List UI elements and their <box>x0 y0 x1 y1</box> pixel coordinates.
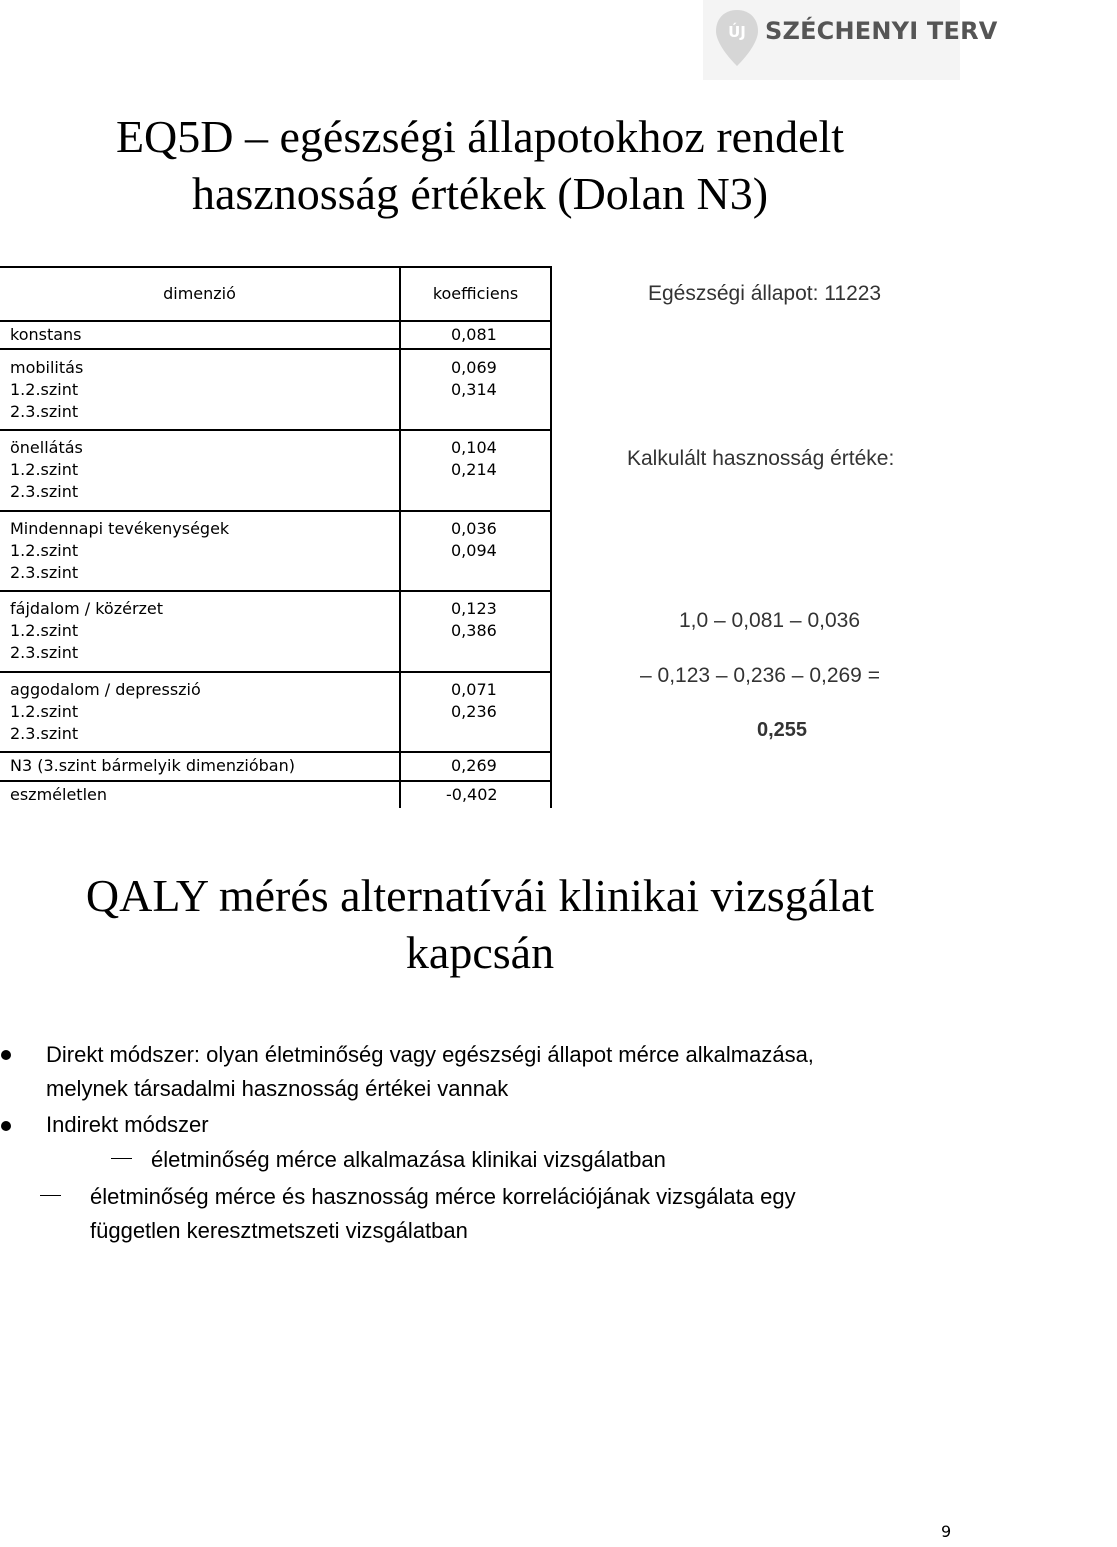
dimension-cell: mobilitás 1.2.szint 2.3.szint <box>0 349 400 430</box>
coefficient-cell: 0,081 <box>400 321 551 349</box>
table-header-row <box>0 267 551 321</box>
dash-icon <box>111 1158 132 1159</box>
table-row <box>0 781 551 808</box>
calculation-line-1: 1,0 – 0,081 – 0,036 <box>679 609 860 632</box>
calculation-line-2: – 0,123 – 0,236 – 0,269 = <box>640 664 880 687</box>
coefficient-cell: 0,123 0,386 <box>400 591 551 672</box>
header-coefficient: koefficiens <box>400 267 551 321</box>
coefficient-cell: 0,036 0,094 <box>400 511 551 592</box>
calculation-result: 0,255 <box>757 719 808 741</box>
coefficient-cell: 0,269 <box>400 752 551 780</box>
direct-method-text: Direkt módszer: olyan életminőség vagy egészségi állapot mérce alkalmazása, <box>46 1042 814 1067</box>
coefficient-cell: 0,071 0,236 <box>400 672 551 753</box>
slide-title-qaly: QALY mérés alternatívái klinikai vizsgálat kapcsán <box>85 870 875 978</box>
dimension-cell: önellátás 1.2.szint 2.3.szint <box>0 430 400 511</box>
svg-text:ÚJ: ÚJ <box>728 23 746 41</box>
dash-icon <box>40 1195 61 1196</box>
health-state-label: Egészségi állapot: 11223 <box>648 282 882 305</box>
dimension-cell: Mindennapi tevékenységek 1.2.szint 2.3.szint <box>0 511 400 592</box>
table-row <box>0 321 551 349</box>
eq5d-coefficient-table <box>0 266 552 808</box>
table-row <box>0 511 551 592</box>
coefficient-cell: 0,104 0,214 <box>400 430 551 511</box>
indirect-sub-2-line2: független keresztmetszeti vizsgálatban <box>90 1218 468 1243</box>
table-row <box>0 752 551 780</box>
dimension-cell: eszméletlen <box>0 781 400 808</box>
table-row <box>0 430 551 511</box>
calculated-utility-label: Kalkulált hasznosság értéke: <box>627 447 895 470</box>
header-dimension: dimenzió <box>0 267 400 321</box>
table-row <box>0 349 551 430</box>
table-row <box>0 672 551 753</box>
coefficient-cell: -0,402 <box>400 781 551 808</box>
indirect-method-text: Indirekt módszer <box>46 1112 209 1137</box>
indirect-sub-1: életminőség mérce alkalmazása klinikai vizsgálatban <box>151 1147 666 1172</box>
szechenyi-terv-logo <box>703 0 998 80</box>
coefficient-cell: 0,069 0,314 <box>400 349 551 430</box>
indirect-sub-2: életminőség mérce és hasznosság mérce korrelációjának vizsgálata egy <box>90 1184 796 1209</box>
dimension-cell: fájdalom / közérzet 1.2.szint 2.3.szint <box>0 591 400 672</box>
bullet-icon <box>1 1121 11 1131</box>
dimension-cell: N3 (3.szint bármelyik dimenzióban) <box>0 752 400 780</box>
dimension-cell: aggodalom / depresszió 1.2.szint 2.3.szint <box>0 672 400 753</box>
dimension-cell: konstans <box>0 321 400 349</box>
bullet-icon <box>1 1050 11 1060</box>
pin-logo-icon <box>713 8 761 68</box>
table-row <box>0 591 551 672</box>
logo-text: SZÉCHENYI TERV <box>765 17 998 45</box>
slide-title-eq5d: EQ5D – egészségi állapotokhoz rendelt hasznosság értékek (Dolan N3) <box>115 111 845 219</box>
direct-method-text-line2: melynek társadalmi hasznosság értékei vannak <box>46 1076 509 1101</box>
page-number: 9 <box>941 1522 952 1541</box>
